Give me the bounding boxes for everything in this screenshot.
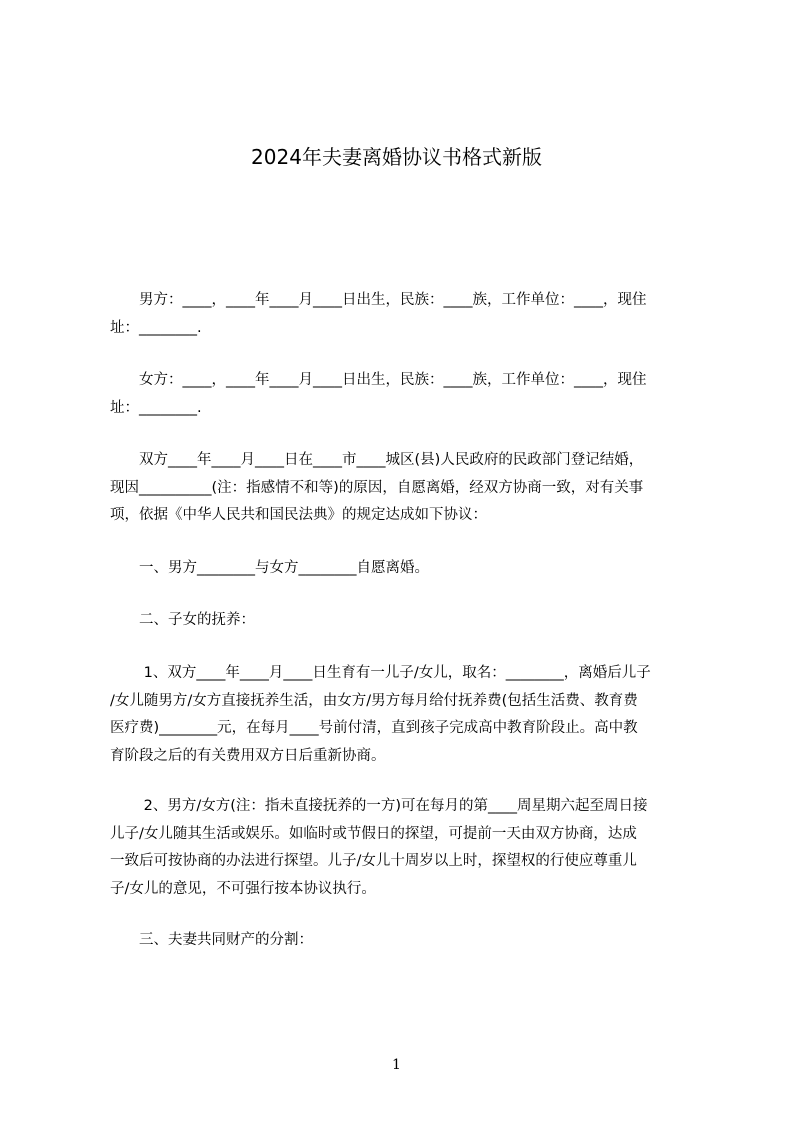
text-line: 女方：____，____年____月____日出生，民族：____族，工作单位：____，现住 (110, 372, 647, 388)
text-line: /女儿随男方/女方直接抚养生活，由女方/男方每月给付抚养费(包括生活费、教育费 (110, 692, 638, 709)
paragraph-clause-2-1 (110, 660, 702, 770)
document-title: 2024年夫妻离婚协议书格式新版 (251, 145, 542, 169)
text-line: 二、子女的抚养： (110, 612, 255, 628)
paragraph-clause-2 (110, 607, 702, 635)
text-line: 址：________. (110, 319, 202, 336)
text-line: 三、夫妻共同财产的分割： (110, 932, 313, 948)
text-line: 子/女儿的意见，不可强行按本协议执行。 (110, 880, 376, 897)
text-line: 男方：____，____年____月____日出生，民族：____族，工作单位：____，现住 (110, 292, 647, 308)
text-line: 1、双方____年____月____日生育有一儿子/女儿，取名：________，离婚后儿子 (110, 665, 651, 681)
page-number: 1 (392, 1057, 401, 1073)
text-line: 一致后可按协商的办法进行探望。儿子/女儿十周岁以上时，探望权的行使应尊重儿 (110, 853, 637, 869)
text-line: 址：________. (110, 399, 202, 416)
paragraph-clause-1 (110, 555, 702, 583)
paragraph-marriage-registration (110, 447, 702, 530)
text-line: 儿子/女儿随其生活或娱乐。如临时或节假日的探望，可提前一天由双方协商，达成 (110, 825, 637, 842)
paragraph-clause-3 (110, 927, 702, 955)
text-line: 一、男方________与女方________自愿离婚。 (110, 560, 429, 576)
text-line: 育阶段之后的有关费用双方日后重新协商。 (110, 747, 386, 764)
paragraph-clause-2-2 (110, 793, 702, 903)
text-line: 2、男方/女方(注：指未直接抚养的一方)可在每月的第____周星期六起至周日接 (110, 798, 648, 814)
text-line: 双方____年____月____日在____市____城区(县)人民政府的民政部门登记结婚， (110, 452, 644, 468)
paragraph-male-party (110, 287, 702, 342)
text-line: 项，依据《中华人民共和国民法典》的规定达成如下协议： (110, 507, 487, 523)
paragraph-female-party (110, 367, 702, 422)
text-line: 医疗费)________元，在每月____号前付清，直到孩子完成高中教育阶段止。高中教 (110, 720, 638, 736)
text-line: 现因__________(注：指感情不和等)的原因，自愿离婚，经双方协商一致，对有关事 (110, 479, 644, 496)
